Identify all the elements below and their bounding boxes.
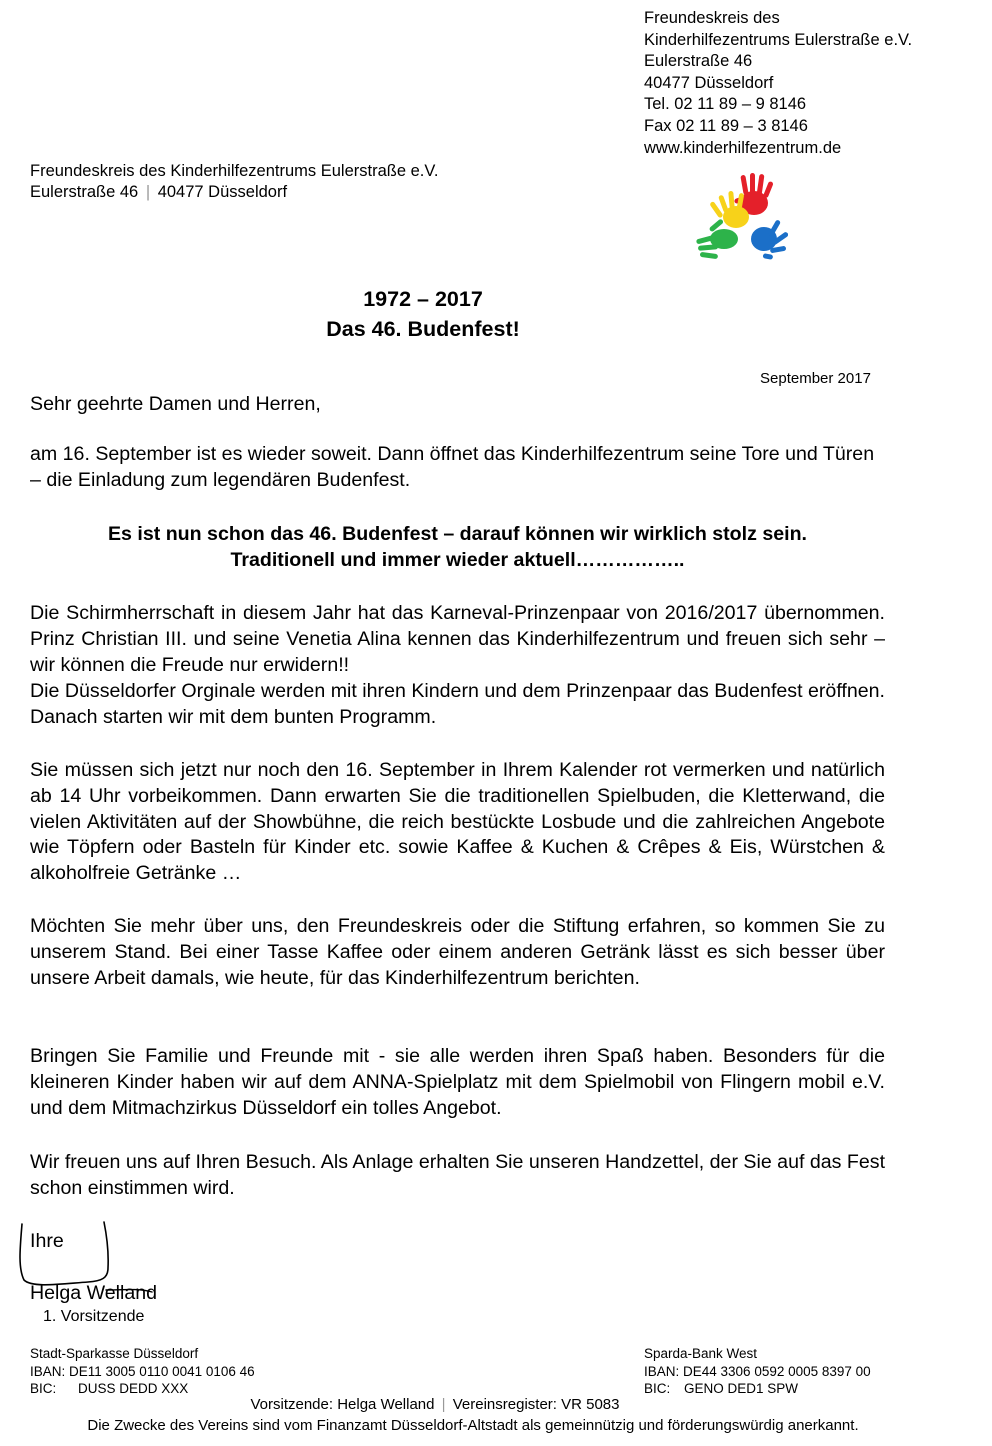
- bank-name: Stadt-Sparkasse Düsseldorf: [30, 1346, 199, 1361]
- title-event: Das 46. Budenfest!: [326, 317, 520, 341]
- sender-line: Freundeskreis des: [644, 9, 780, 27]
- bank-name: Sparda-Bank West: [644, 1346, 758, 1361]
- sender-address-block: [644, 8, 912, 159]
- return-address-org: Freundeskreis des Kinderhilfezentrums Eulerstraße e.V.: [30, 162, 439, 180]
- bank-iban: IBAN: DE44 3306 0592 0005 8397 00: [644, 1363, 871, 1379]
- footer-bank-right: [644, 1345, 871, 1398]
- footer-tax-note: Die Zwecke des Vereins sind vom Finanzamt Düsseldorf-Altstadt als gemeinnützig und förderungswürdig anerkannt.: [87, 1417, 859, 1434]
- return-address-street-city: [30, 182, 438, 203]
- separator: |: [441, 1396, 446, 1413]
- salutation: Sehr geehrte Damen und Herren,: [30, 393, 321, 415]
- footer-association-info: [0, 1396, 870, 1413]
- paragraph-family: Bringen Sie Familie und Freunde mit - sie alle werden ihren Spaß haben. Besonders für die kleineren Kinder haben wir auf dem ANNA-Spielplatz mit dem Spielmobil von Flingern mobil e.V. und dem Mitmachzirkus Düsseldorf ein tolles Angebot.: [30, 1045, 885, 1119]
- sender-line: 40477 Düsseldorf: [644, 73, 774, 92]
- sender-line: Eulerstraße 46: [644, 52, 753, 71]
- footer-register: Vereinsregister: VR 5083: [452, 1396, 620, 1413]
- return-address-street: Eulerstraße 46: [30, 183, 139, 201]
- bank-bic: [30, 1380, 255, 1398]
- paragraph-patronage: Die Schirmherrschaft in diesem Jahr hat das Karneval-Prinzenpaar von 2016/2017 übernommen. Prinz Christian III. und seine Venetia Alina kennen das Kinderhilfezentrum und freuen sich sehr – wir können die Freude nur erwidern!!: [30, 602, 885, 676]
- paragraph-intro: am 16. September ist es wieder soweit. Dann öffnet das Kinderhilfezentrum seine Tore und Türen – die Einladung zum legendären Budenfest.: [30, 443, 875, 491]
- footer-chair: Vorsitzende: Helga Welland: [250, 1396, 435, 1413]
- return-address: [30, 161, 438, 203]
- signature-name: Helga Welland: [30, 1282, 158, 1304]
- bic-value: DUSS DEDD XXX: [78, 1381, 189, 1396]
- letter-date: September 2017: [760, 370, 871, 387]
- signature-role: 1. Vorsitzende: [43, 1308, 145, 1325]
- title-years: 1972 – 2017: [363, 287, 483, 311]
- paragraph-calendar: Sie müssen sich jetzt nur noch den 16. September in Ihrem Kalender rot vermerken und natürlich ab 14 Uhr vorbeikommen. Dann erwarten Sie die traditionellen Spielbuden, die Kletterwand, die vielen Aktivitäten auf der Showbühne, die reich bestückte Losbude und die zahlreichen Angebote wie Töpfern oder Basteln für Kinder etc. sowie Kaffee & Kuchen & Crêpes & Eis, Würstchen & alkoholfreie Getränke …: [30, 759, 885, 885]
- sender-phone: Tel. 02 11 89 – 9 8146: [644, 95, 807, 114]
- bank-bic: [644, 1380, 871, 1398]
- paragraph-closing: Wir freuen uns auf Ihren Besuch. Als Anlage erhalten Sie unseren Handzettel, der Sie auf das Fest schon einstimmen wird.: [30, 1151, 886, 1199]
- sender-fax: Fax 02 11 89 – 3 8146: [644, 116, 808, 135]
- bic-label: BIC:: [644, 1381, 671, 1396]
- highlight-line: Traditionell und immer wieder aktuell……………..: [230, 548, 685, 571]
- highlight-line: Es ist nun schon das 46. Budenfest – darauf können wir wirklich stolz sein.: [107, 523, 807, 545]
- sender-line: Kinderhilfezentrums Eulerstraße e.V.: [644, 30, 913, 49]
- paragraph-opening: Die Düsseldorfer Orginale werden mit ihren Kindern und dem Prinzenpaar das Budenfest eröffnen. Danach starten wir mit dem bunten Programm.: [30, 680, 885, 728]
- sender-website: www.kinderhilfezentrum.de: [644, 138, 842, 157]
- bic-label: BIC:: [30, 1381, 57, 1396]
- separator: |: [145, 183, 151, 201]
- paragraph-stand: Möchten Sie mehr über uns, den Freundeskreis oder die Stiftung erfahren, so kommen Sie zu unserem Stand. Bei einer Tasse Kaffee oder einem anderen Getränk lässt es sich besser über unsere Arbeit damals, wie heute, für das Kinderhilfezentrum berichten.: [30, 915, 885, 989]
- return-address-city: 40477 Düsseldorf: [157, 183, 288, 201]
- colorful-handprints-logo-icon: [694, 173, 788, 261]
- signature-greeting: Ihre: [30, 1230, 64, 1252]
- bank-iban: IBAN: DE11 3005 0110 0041 0106 46: [30, 1363, 255, 1379]
- footer-bank-left: [30, 1345, 255, 1398]
- bic-value: GENO DED1 SPW: [684, 1381, 799, 1396]
- letter-title: [0, 284, 846, 344]
- highlight-statement: [30, 522, 885, 574]
